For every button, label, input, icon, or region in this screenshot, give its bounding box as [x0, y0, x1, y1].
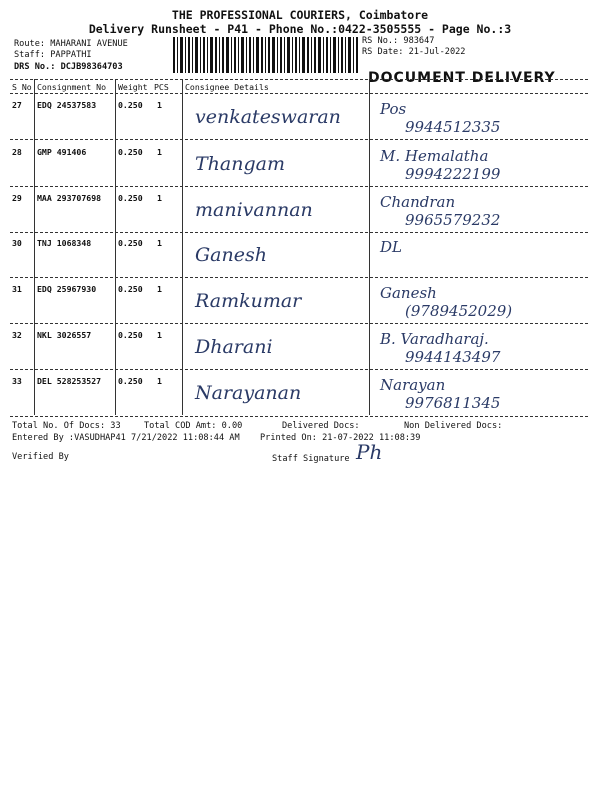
row-separator [10, 277, 588, 278]
row-weight: 0.250 [118, 238, 143, 248]
row-separator [10, 232, 588, 233]
col-header-consignee: Consignee Details [185, 82, 269, 92]
row-weight: 0.250 [118, 193, 143, 203]
table-top-rule [10, 79, 588, 80]
row-separator [10, 369, 588, 370]
row-consignment-no: MAA 293707698 [37, 193, 102, 203]
row-separator [10, 139, 588, 140]
row-sno: 32 [12, 330, 22, 340]
staff-signature-label: Staff Signature [272, 454, 350, 464]
row-receiver-signature: Narayan [380, 376, 446, 394]
row-pcs: 1 [157, 193, 162, 203]
row-consignment-no: DEL 528253527 [37, 376, 102, 386]
row-receiver-signature: Ganesh [380, 284, 437, 302]
non-delivered-docs: Non Delivered Docs: [404, 421, 503, 431]
delivered-docs: Delivered Docs: [282, 421, 360, 431]
col-divider [34, 79, 35, 415]
row-consignee-name: Thangam [195, 153, 285, 175]
route-text: Route: MAHARANI AVENUE [14, 39, 128, 49]
rs-date: RS Date: 21-Jul-2022 [362, 47, 466, 57]
row-receiver-phone: 9944512335 [405, 118, 501, 136]
row-separator [10, 186, 588, 187]
row-pcs: 1 [157, 376, 162, 386]
barcode [173, 37, 358, 73]
row-weight: 0.250 [118, 100, 143, 110]
total-docs: Total No. Of Docs: 33 [12, 421, 121, 431]
row-receiver-signature: Pos [380, 100, 407, 118]
col-divider [182, 79, 183, 415]
row-consignment-no: TNJ 1068348 [37, 238, 92, 248]
rs-number: RS No.: 983647 [362, 36, 435, 46]
printed-on: Printed On: 21-07-2022 11:08:39 [260, 433, 421, 443]
row-consignee-name: Ganesh [195, 244, 267, 266]
row-consignee-name: manivannan [195, 199, 313, 221]
row-receiver-phone: 9944143497 [405, 348, 501, 366]
row-consignee-name: Narayanan [195, 382, 302, 404]
row-consignment-no: EDQ 24537583 [37, 100, 97, 110]
header-rule [10, 93, 588, 94]
row-consignee-name: Dharani [195, 336, 273, 358]
col-divider [115, 79, 116, 415]
row-pcs: 1 [157, 284, 162, 294]
verified-by: Verified By [12, 452, 69, 462]
row-pcs: 1 [157, 238, 162, 248]
col-header-sno: S No [12, 82, 32, 92]
row-sno: 33 [12, 376, 22, 386]
staff-text: Staff: PAPPATHI [14, 50, 92, 60]
row-consignment-no: GMP 491406 [37, 147, 87, 157]
col-header-consignment: Consignment No [37, 82, 107, 92]
row-receiver-signature: Chandran [380, 193, 456, 211]
row-weight: 0.250 [118, 376, 143, 386]
row-sno: 27 [12, 100, 22, 110]
row-sno: 30 [12, 238, 22, 248]
row-weight: 0.250 [118, 147, 143, 157]
entered-by: Entered By :VASUDHAP41 7/21/2022 11:08:44 AM [12, 433, 240, 443]
row-receiver-signature: B. Varadharaj. [380, 330, 489, 348]
document-delivery-stamp: DOCUMENT DELIVERY [368, 70, 556, 86]
row-consignment-no: NKL 3026557 [37, 330, 92, 340]
col-divider [369, 79, 370, 415]
company-title: THE PROFESSIONAL COURIERS, Coimbatore [171, 8, 429, 22]
row-separator [10, 323, 588, 324]
row-weight: 0.250 [118, 284, 143, 294]
row-receiver-phone: (9789452029) [405, 302, 513, 320]
drs-number: DRS No.: DCJB98364703 [14, 62, 123, 72]
row-receiver-phone: 9976811345 [405, 394, 501, 412]
row-sno: 28 [12, 147, 22, 157]
row-sno: 31 [12, 284, 22, 294]
row-weight: 0.250 [118, 330, 143, 340]
row-consignment-no: EDQ 25967930 [37, 284, 97, 294]
row-receiver-phone: 9994222199 [405, 165, 501, 183]
row-receiver-signature: DL [380, 238, 402, 256]
row-sno: 29 [12, 193, 22, 203]
row-receiver-phone: 9965579232 [405, 211, 501, 229]
row-consignee-name: Ramkumar [195, 290, 302, 312]
row-pcs: 1 [157, 330, 162, 340]
row-pcs: 1 [157, 100, 162, 110]
runsheet-title: Delivery Runsheet - P41 - Phone No.:0422-3505555 - Page No.:3 [88, 22, 512, 36]
staff-signature: Ph [356, 440, 383, 464]
row-consignee-name: venkateswaran [195, 106, 341, 128]
total-cod: Total COD Amt: 0.00 [144, 421, 243, 431]
col-header-weight: Weight [118, 82, 148, 92]
table-bottom-rule [10, 416, 588, 417]
row-pcs: 1 [157, 147, 162, 157]
row-receiver-signature: M. Hemalatha [380, 147, 489, 165]
col-header-pcs: PCS [154, 82, 169, 92]
